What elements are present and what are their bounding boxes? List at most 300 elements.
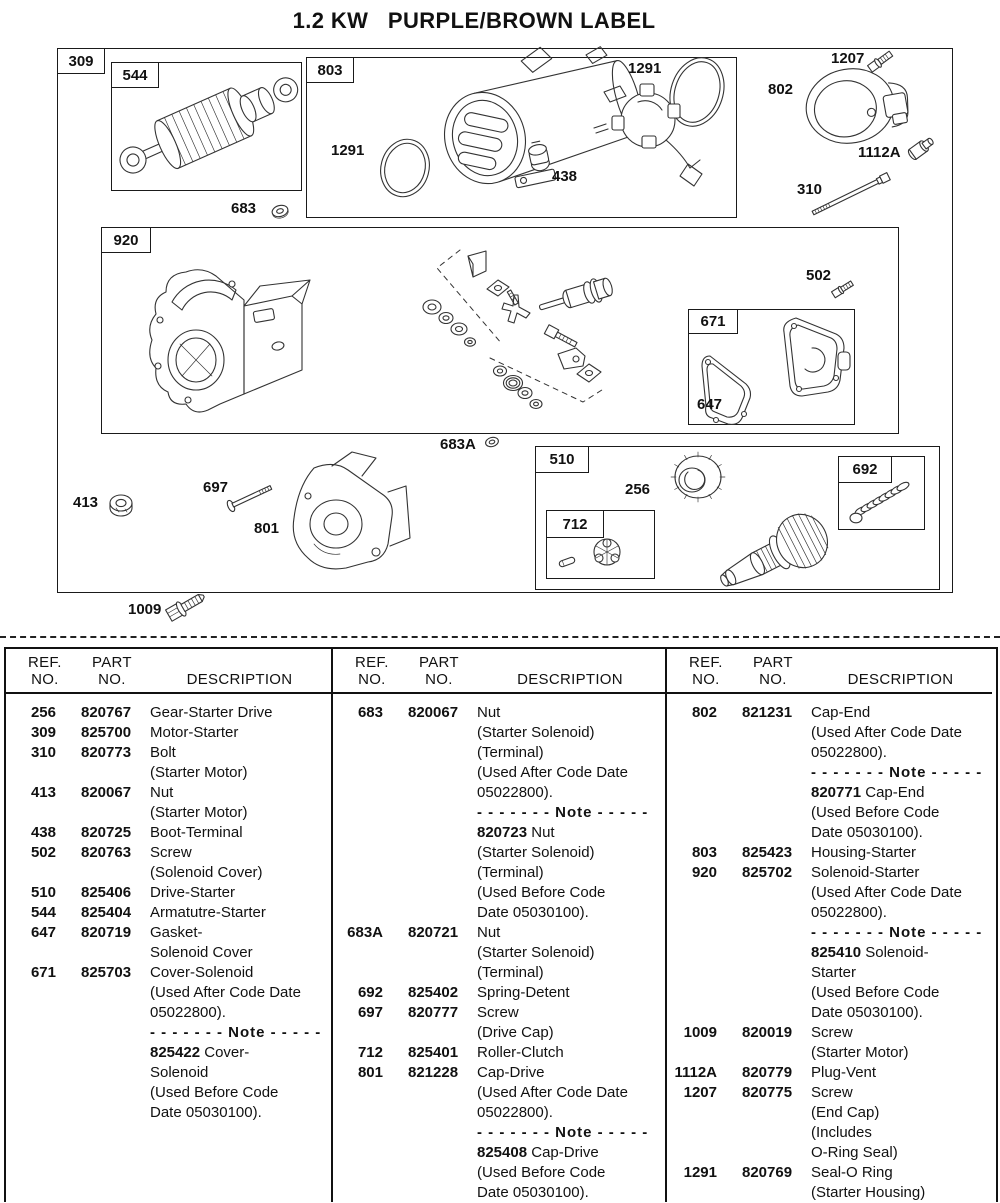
description-cell: (Starter Motor) — [150, 804, 248, 821]
description-header: DESCRIPTION — [517, 671, 623, 688]
description-cell: (Used After Code Date — [477, 764, 628, 781]
description-cell: (Used Before Code — [150, 1084, 279, 1101]
ref-no-cell — [333, 1163, 383, 1183]
ref-no-cell — [667, 723, 717, 743]
description-cell: Boot-Terminal — [150, 824, 243, 841]
description-cell: (Terminal) — [477, 964, 544, 981]
ref-no-cell — [667, 763, 717, 783]
part-no-header: PART NO. — [419, 654, 459, 688]
part-no-cell — [56, 1103, 150, 1123]
parts-table — [4, 647, 998, 1202]
ref-no-cell — [667, 1183, 717, 1203]
part-no-cell: 825401 — [408, 1044, 459, 1061]
description-cell: Solenoid — [150, 1064, 209, 1081]
part-no-cell: 820067 — [81, 784, 132, 801]
ref-no-cell: 683 — [357, 704, 383, 721]
table-row — [667, 1083, 992, 1103]
end-cap-screw-sketch — [867, 50, 894, 73]
ref-no-cell: 438 — [30, 824, 56, 841]
part-no-cell: 821228 — [408, 1064, 459, 1081]
part-no-cell: 820777 — [408, 1004, 459, 1021]
ref-no-cell — [333, 803, 383, 823]
part-no-cell — [383, 1163, 477, 1183]
callout-1207: 1207 — [831, 50, 865, 67]
table-row — [6, 763, 331, 783]
callout-671: 671 — [688, 309, 738, 334]
table-row — [6, 783, 331, 803]
table-row — [667, 1103, 992, 1123]
ref-no-cell — [6, 943, 56, 963]
ref-no-cell: 510 — [30, 884, 56, 901]
table-row — [667, 943, 992, 963]
description-cell: (Used Before Code — [477, 884, 606, 901]
ref-no-cell: 1207 — [683, 1084, 717, 1101]
callout-310: 310 — [797, 181, 823, 198]
table-row — [333, 843, 665, 863]
part-no-cell: 820773 — [81, 744, 132, 761]
ref-no-cell: 683A — [347, 924, 383, 941]
callout-802: 802 — [768, 81, 794, 98]
description-cell: - - - - - - - Note - - - - - — [150, 1024, 322, 1041]
part-no-header: PART NO. — [92, 654, 132, 688]
part-no-cell — [56, 1063, 150, 1083]
ref-no-cell — [333, 843, 383, 863]
description-cell: (Used Before Code — [811, 804, 940, 821]
description-cell: 820771 Cap-End — [811, 784, 925, 801]
drive-starter-clutch-sketch — [710, 506, 837, 606]
ref-no-cell — [6, 983, 56, 1003]
description-cell: - - - - - - - Note - - - - - — [811, 764, 983, 781]
vent-plug-sketch — [907, 135, 936, 161]
part-no-cell: 820767 — [81, 704, 132, 721]
description-cell: (Starter Housing) — [811, 1184, 926, 1201]
part-no-cell — [56, 1083, 150, 1103]
description-header: DESCRIPTION — [186, 671, 293, 688]
description-cell: (Starter Motor) — [811, 1044, 909, 1061]
ref-no-cell — [333, 763, 383, 783]
column-header — [667, 649, 992, 694]
description-cell: Cap-Drive — [477, 1064, 545, 1081]
table-row — [333, 983, 665, 1003]
ref-no-cell: 647 — [30, 924, 56, 941]
part-no-cell: 820769 — [742, 1164, 793, 1181]
part-no-cell — [717, 763, 811, 783]
table-row — [667, 823, 992, 843]
description-cell: - - - - - - - Note - - - - - — [477, 804, 649, 821]
table-row — [6, 703, 331, 723]
column-header — [333, 649, 665, 694]
ref-no-header: REF. NO. — [28, 654, 62, 688]
description-cell: Solenoid Cover — [150, 944, 253, 961]
description-cell: Drive-Starter — [150, 884, 236, 901]
ref-no-header: REF. NO. — [689, 654, 723, 688]
description-cell: (Starter Solenoid) — [477, 844, 595, 861]
table-row — [6, 823, 331, 843]
description-cell: Date 05030100). — [811, 1004, 923, 1021]
ref-no-cell: 1291 — [683, 1164, 717, 1181]
callout-920: 920 — [101, 227, 151, 253]
table-row — [667, 1183, 992, 1203]
ref-no-cell — [667, 823, 717, 843]
ref-no-cell — [333, 903, 383, 923]
table-row — [667, 723, 992, 743]
page-title: 1.2 KW PURPLE/BROWN LABEL — [292, 8, 656, 33]
ref-no-cell — [333, 743, 383, 763]
table-row — [667, 1143, 992, 1163]
roller-clutch-sketch — [594, 539, 620, 565]
ref-no-cell — [667, 783, 717, 803]
table-row — [667, 923, 992, 943]
table-row — [333, 903, 665, 923]
ref-no-cell — [667, 1143, 717, 1163]
ref-no-cell — [6, 1003, 56, 1023]
part-no-cell — [383, 903, 477, 923]
part-no-cell — [56, 1043, 150, 1063]
table-row — [6, 963, 331, 983]
spring-detent-sketch — [850, 481, 910, 523]
description-header: DESCRIPTION — [847, 671, 954, 688]
table-row — [667, 763, 992, 783]
ref-no-cell — [667, 1123, 717, 1143]
o-ring-seal-left-sketch — [374, 134, 435, 202]
part-no-cell — [717, 803, 811, 823]
description-cell: (Solenoid Cover) — [150, 864, 263, 881]
description-cell: (Terminal) — [477, 744, 544, 761]
part-no-header: PART NO. — [753, 654, 793, 688]
description-cell: Date 05030100). — [150, 1104, 262, 1121]
table-row — [6, 1043, 331, 1063]
table-row — [333, 743, 665, 763]
ref-no-cell — [667, 943, 717, 963]
table-row — [6, 743, 331, 763]
clutch-pin-sketch — [558, 556, 575, 567]
part-no-cell — [383, 1123, 477, 1143]
ref-no-cell — [667, 883, 717, 903]
callout-1291-right: 1291 — [628, 60, 662, 77]
description-cell: Screw — [150, 844, 192, 861]
table-row — [333, 863, 665, 883]
part-no-cell: 825700 — [81, 724, 132, 741]
table-row — [333, 1143, 665, 1163]
description-cell: Spring-Detent — [477, 984, 570, 1001]
ref-no-header: REF. NO. — [355, 654, 389, 688]
ref-no-cell: 802 — [691, 704, 717, 721]
table-row — [667, 1003, 992, 1023]
table-row — [667, 983, 992, 1003]
table-row — [6, 1063, 331, 1083]
table-row — [6, 1083, 331, 1103]
part-no-cell — [383, 863, 477, 883]
description-cell: Armatutre-Starter — [150, 904, 266, 921]
callout-413: 413 — [73, 494, 99, 511]
description-cell: 05022800). — [477, 784, 553, 801]
table-row — [6, 863, 331, 883]
ref-no-cell: 803 — [691, 844, 717, 861]
part-no-cell — [717, 943, 811, 963]
ref-no-cell — [333, 943, 383, 963]
description-cell: Gasket- — [150, 924, 203, 941]
table-row — [6, 803, 331, 823]
table-row — [333, 1163, 665, 1183]
part-no-cell — [383, 723, 477, 743]
description-cell: Screw — [811, 1084, 853, 1101]
part-no-cell: 825423 — [742, 844, 793, 861]
ref-no-cell: 544 — [30, 904, 56, 921]
description-cell: (Drive Cap) — [477, 1024, 554, 1041]
description-cell: Date 05030100). — [477, 1184, 589, 1201]
table-row — [333, 923, 665, 943]
part-no-cell — [717, 903, 811, 923]
cap-end-sketch — [800, 59, 913, 150]
table-row — [667, 783, 992, 803]
table-row — [667, 963, 992, 983]
part-no-cell: 825703 — [81, 964, 132, 981]
callout-1291-left: 1291 — [331, 142, 365, 159]
callout-803: 803 — [306, 57, 354, 83]
ref-no-cell — [667, 1003, 717, 1023]
ref-no-cell — [6, 1083, 56, 1103]
part-no-cell — [56, 1023, 150, 1043]
description-cell: Motor-Starter — [150, 724, 239, 741]
description-cell: Starter — [811, 964, 857, 981]
callout-683: 683 — [231, 200, 257, 217]
table-row — [667, 743, 992, 763]
description-cell: Cap-End — [811, 704, 871, 721]
callout-438: 438 — [552, 168, 578, 185]
description-cell: (End Cap) — [811, 1104, 880, 1121]
table-row — [333, 763, 665, 783]
ref-no-cell — [333, 883, 383, 903]
description-cell: Date 05030100). — [811, 824, 923, 841]
ref-no-cell — [667, 803, 717, 823]
ref-no-cell — [667, 1103, 717, 1123]
ref-no-cell — [6, 1103, 56, 1123]
starter-motor-screw-sketch — [165, 589, 208, 623]
table-row — [667, 803, 992, 823]
part-no-cell: 820019 — [742, 1024, 793, 1041]
starter-motor-nut-sketch — [110, 495, 132, 516]
part-no-cell: 825404 — [81, 904, 132, 921]
callout-1112a: 1112A — [858, 144, 901, 161]
table-row — [333, 1003, 665, 1023]
callout-712: 712 — [546, 510, 604, 538]
description-cell: Housing-Starter — [811, 844, 917, 861]
callout-502: 502 — [806, 267, 832, 284]
parts-column-2 — [333, 649, 665, 1202]
description-cell: (Terminal) — [477, 864, 544, 881]
table-row — [333, 1023, 665, 1043]
ref-no-cell: 256 — [30, 704, 56, 721]
part-no-cell — [383, 943, 477, 963]
description-cell: Screw — [811, 1024, 853, 1041]
table-row — [333, 963, 665, 983]
callout-544: 544 — [111, 62, 159, 88]
cap-drive-sketch — [293, 452, 410, 569]
parts-list-body — [667, 703, 992, 1203]
part-no-cell — [717, 1003, 811, 1023]
ref-no-cell — [667, 923, 717, 943]
description-cell: Screw — [477, 1004, 519, 1021]
part-no-cell — [717, 743, 811, 763]
ref-no-cell: 712 — [357, 1044, 383, 1061]
table-row — [333, 803, 665, 823]
part-no-cell — [717, 1103, 811, 1123]
part-no-cell — [56, 763, 150, 783]
part-no-cell: 825402 — [408, 984, 459, 1001]
ref-no-cell: 697 — [357, 1004, 383, 1021]
part-no-cell — [717, 1043, 811, 1063]
part-no-cell: 820725 — [81, 824, 132, 841]
description-cell: Nut — [150, 784, 174, 801]
part-no-cell: 820067 — [408, 704, 459, 721]
table-row — [333, 723, 665, 743]
callout-1009: 1009 — [128, 601, 162, 618]
table-row — [6, 843, 331, 863]
description-cell: - - - - - - - Note - - - - - — [477, 1124, 649, 1141]
callout-647: 647 — [697, 396, 723, 413]
description-cell: (Used After Code Date — [811, 884, 962, 901]
ref-no-cell — [6, 763, 56, 783]
ref-no-cell — [333, 823, 383, 843]
table-row — [6, 903, 331, 923]
ref-no-cell — [667, 963, 717, 983]
table-row — [667, 903, 992, 923]
description-cell: Nut — [477, 704, 501, 721]
terminal-nut-a-sketch — [485, 436, 500, 448]
description-cell: Gear-Starter Drive — [150, 704, 273, 721]
part-no-cell — [383, 963, 477, 983]
description-cell: (Used Before Code — [477, 1164, 606, 1181]
starter-motor-bolt-sketch — [811, 173, 890, 217]
description-cell: (Starter Solenoid) — [477, 944, 595, 961]
table-row — [667, 1163, 992, 1183]
part-no-cell: 825406 — [81, 884, 132, 901]
ref-no-cell — [333, 1183, 383, 1203]
gasket-647-sketch — [702, 356, 751, 424]
description-cell: (Includes — [811, 1124, 872, 1141]
table-row — [667, 703, 992, 723]
table-row — [6, 1003, 331, 1023]
description-cell: 05022800). — [811, 904, 887, 921]
ref-no-cell — [333, 1123, 383, 1143]
parts-list-body — [6, 703, 331, 1123]
callout-801: 801 — [254, 520, 280, 537]
description-cell: 825422 Cover- — [150, 1044, 250, 1061]
table-row — [6, 1023, 331, 1043]
part-no-cell — [56, 863, 150, 883]
description-cell: Bolt — [150, 744, 176, 761]
solenoid-starter-sketch — [150, 270, 310, 412]
description-cell: 825410 Solenoid- — [811, 944, 929, 961]
part-no-cell: 820779 — [742, 1064, 793, 1081]
part-no-cell — [717, 783, 811, 803]
part-no-cell: 820775 — [742, 1084, 793, 1101]
ref-no-cell — [333, 863, 383, 883]
ref-no-cell — [333, 783, 383, 803]
table-row — [667, 1023, 992, 1043]
part-no-cell: 820763 — [81, 844, 132, 861]
table-row — [6, 923, 331, 943]
part-no-cell — [383, 1143, 477, 1163]
ref-no-cell: 1009 — [683, 1024, 717, 1041]
part-no-cell — [383, 1083, 477, 1103]
part-no-cell — [383, 1023, 477, 1043]
parts-column-3 — [667, 649, 992, 1202]
description-cell: Plug-Vent — [811, 1064, 877, 1081]
parts-list-body — [333, 703, 665, 1203]
ref-no-cell — [6, 1043, 56, 1063]
part-no-cell — [56, 983, 150, 1003]
solenoid-cover-gasket-sketch — [784, 318, 850, 396]
description-cell: (Starter Solenoid) — [477, 724, 595, 741]
description-cell: 05022800). — [150, 1004, 226, 1021]
table-row — [333, 1063, 665, 1083]
part-no-cell — [56, 1003, 150, 1023]
gear-starter-drive-sketch — [671, 452, 725, 502]
table-row — [667, 843, 992, 863]
part-no-cell — [717, 823, 811, 843]
ref-no-cell: 309 — [30, 724, 56, 741]
part-no-cell — [383, 883, 477, 903]
ref-no-cell: 671 — [30, 964, 56, 981]
ref-no-cell — [333, 1103, 383, 1123]
table-row — [333, 823, 665, 843]
table-row — [6, 983, 331, 1003]
solenoid-internal-parts-sketch — [423, 250, 615, 409]
callout-692: 692 — [838, 456, 892, 483]
description-cell: 05022800). — [477, 1104, 553, 1121]
part-no-cell — [383, 1103, 477, 1123]
ref-no-cell — [667, 743, 717, 763]
table-row — [333, 703, 665, 723]
part-no-cell — [717, 923, 811, 943]
description-cell: Nut — [477, 924, 501, 941]
part-no-cell — [717, 1123, 811, 1143]
description-cell: - - - - - - - Note - - - - - — [811, 924, 983, 941]
part-no-cell — [383, 743, 477, 763]
part-no-cell — [383, 803, 477, 823]
table-row — [6, 943, 331, 963]
table-row — [333, 883, 665, 903]
solenoid-cover-screw-sketch — [831, 280, 854, 298]
ref-no-cell — [6, 1023, 56, 1043]
table-row — [6, 723, 331, 743]
table-row — [333, 1123, 665, 1143]
table-row — [6, 1103, 331, 1123]
ref-no-cell: 413 — [30, 784, 56, 801]
description-cell: 825408 Cap-Drive — [477, 1144, 599, 1161]
part-no-cell — [717, 883, 811, 903]
description-cell: (Used After Code Date — [150, 984, 301, 1001]
part-no-cell — [717, 983, 811, 1003]
ref-no-cell — [333, 963, 383, 983]
ref-no-cell: 920 — [691, 864, 717, 881]
description-cell: (Used After Code Date — [811, 724, 962, 741]
description-cell: 820723 Nut — [477, 824, 555, 841]
part-no-cell: 825702 — [742, 864, 793, 881]
part-no-cell: 820721 — [408, 924, 459, 941]
description-cell: O-Ring Seal) — [811, 1144, 898, 1161]
part-no-cell — [383, 1183, 477, 1203]
part-no-cell — [717, 723, 811, 743]
part-no-cell — [717, 963, 811, 983]
table-row — [333, 1083, 665, 1103]
part-no-cell — [56, 803, 150, 823]
description-cell: Solenoid-Starter — [811, 864, 920, 881]
table-row — [667, 883, 992, 903]
callout-510: 510 — [535, 446, 589, 473]
terminal-nut-sketch — [271, 204, 290, 220]
